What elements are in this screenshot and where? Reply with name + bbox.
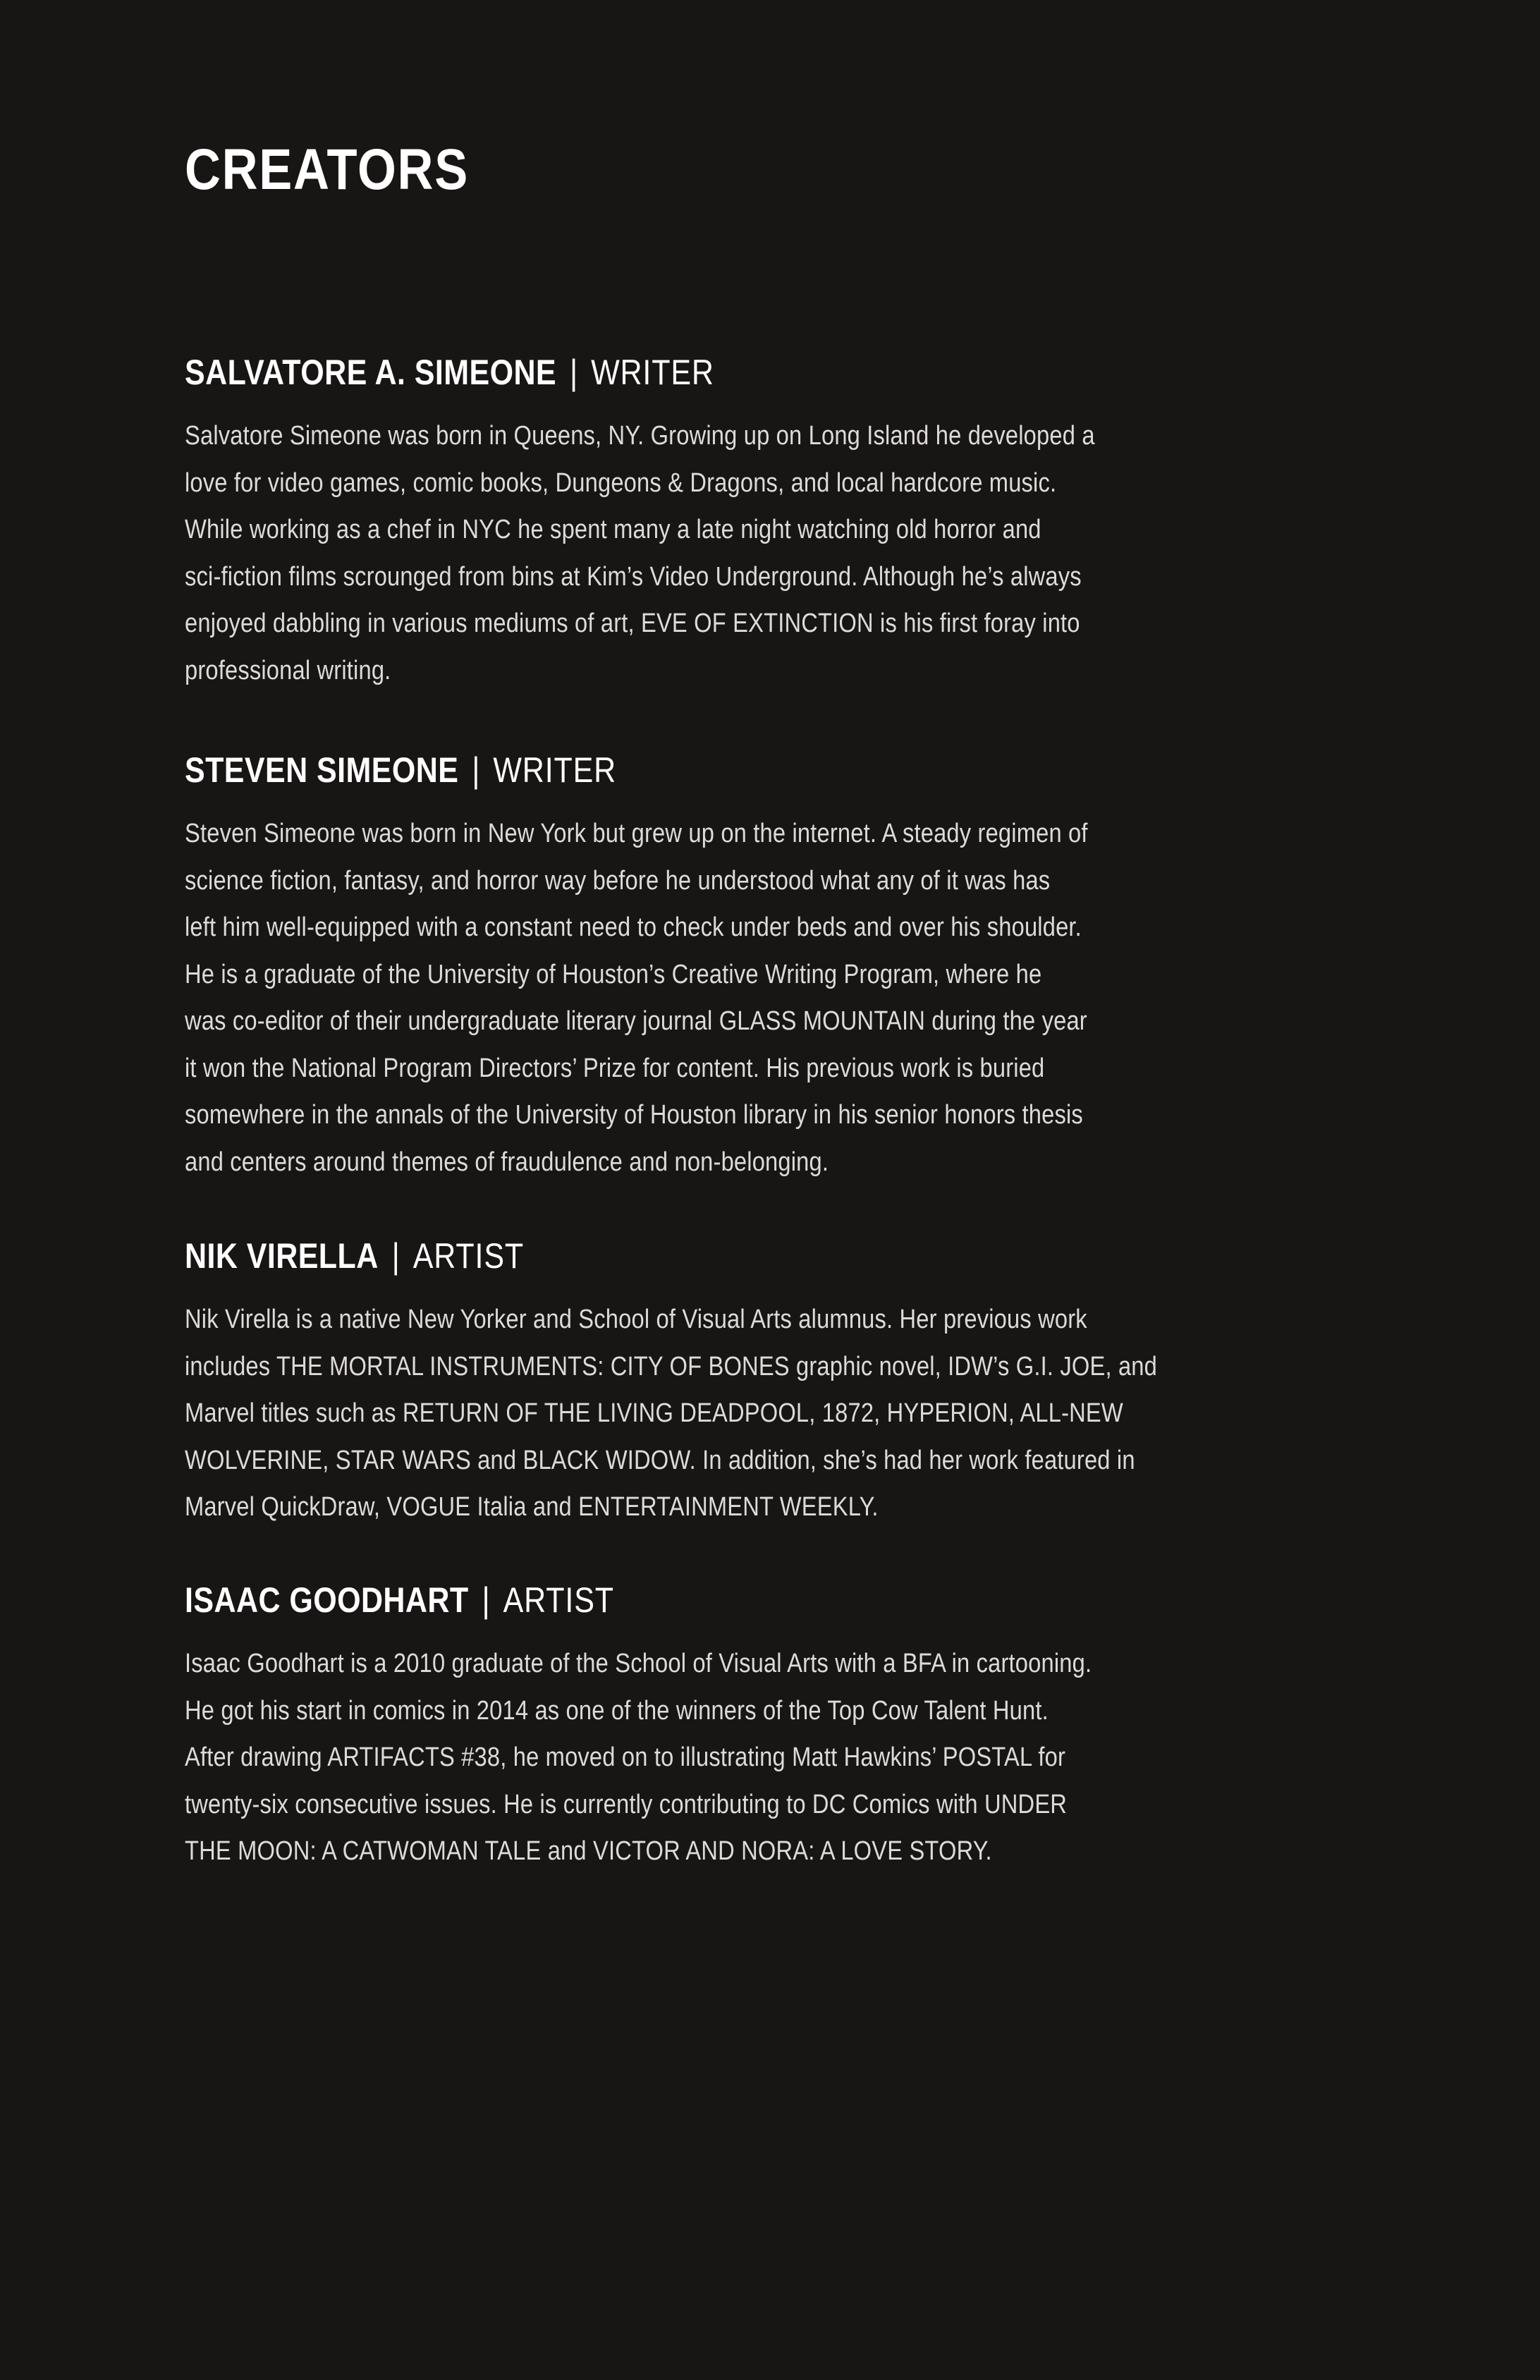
- creator-bio-steven-simeone: [185, 752, 1285, 1185]
- creator-name: STEVEN SIMEONE: [185, 750, 459, 790]
- bio-line: and centers around themes of fraudulence and non-belonging.: [185, 1147, 829, 1177]
- creator-heading: [185, 1582, 1131, 1618]
- creator-role: ARTIST: [412, 1236, 524, 1276]
- bio-line: Marvel QuickDraw, VOGUE Italia and ENTERTAINMENT WEEKLY.: [185, 1492, 879, 1522]
- separator: |: [472, 750, 480, 790]
- creator-bio-salvatore-simeone: [185, 355, 1285, 694]
- bio-line: He got his start in comics in 2014 as one of the winners of the Top Cow Talent Hunt.: [185, 1695, 1049, 1726]
- creator-name: SALVATORE A. SIMEONE: [185, 353, 557, 392]
- creator-bio-nik-virella: [185, 1238, 1285, 1531]
- bio-line: Marvel titles such as RETURN OF THE LIVING DEADPOOL, 1872, HYPERION, ALL-NEW: [185, 1398, 1123, 1428]
- bio-line: Steven Simeone was born in New York but grew up on the internet. A steady regimen of: [185, 819, 1088, 848]
- separator: |: [569, 353, 578, 392]
- bio-line: THE MOON: A CATWOMAN TALE and VICTOR AND NORA: A LOVE STORY.: [185, 1836, 992, 1866]
- bio-line: After drawing ARTIFACTS #38, he moved on to illustrating Matt Hawkins’ POSTAL for: [185, 1743, 1066, 1772]
- creator-role: WRITER: [591, 353, 714, 392]
- bio-line: Nik Virella is a native New Yorker and School of Visual Arts alumnus. Her previous work: [185, 1305, 1087, 1334]
- separator: |: [391, 1236, 400, 1276]
- bio-line: professional writing.: [185, 655, 391, 685]
- bio-line: includes THE MORTAL INSTRUMENTS: CITY OF BONES graphic novel, IDW’s G.I. JOE, and: [185, 1351, 1157, 1381]
- bio-line: enjoyed dabbling in various mediums of art, EVE OF EXTINCTION is his first foray into: [185, 609, 1080, 638]
- bio-line: He is a graduate of the University of Houston’s Creative Writing Program, where he: [185, 959, 1042, 989]
- bio-line: was co-editor of their undergraduate literary journal GLASS MOUNTAIN during the year: [185, 1006, 1087, 1036]
- page-title: CREATORS: [185, 138, 469, 202]
- bio-line: WOLVERINE, STAR WARS and BLACK WIDOW. In addition, she’s had her work featured in: [185, 1445, 1135, 1475]
- creator-bio-text: [185, 1296, 1252, 1531]
- bio-line: Isaac Goodhart is a 2010 graduate of the School of Visual Arts with a BFA in cartooning.: [185, 1649, 1092, 1678]
- creator-role: ARTIST: [503, 1580, 614, 1620]
- creator-role: WRITER: [493, 750, 617, 790]
- bio-line: science fiction, fantasy, and horror way before he understood what any of it was has: [185, 865, 1051, 896]
- creator-name: ISAAC GOODHART: [185, 1580, 469, 1620]
- bio-line: it won the National Program Directors’ Prize for content. His previous work is buried: [185, 1053, 1045, 1083]
- bio-line: love for video games, comic books, Dungeons & Dragons, and local hardcore music.: [185, 468, 1057, 498]
- bio-line: While working as a chef in NYC he spent many a late night watching old horror and: [185, 515, 1041, 544]
- bio-line: Salvatore Simeone was born in Queens, NY. Growing up on Long Island he developed a: [185, 421, 1095, 451]
- bio-line: twenty-six consecutive issues. He is currently contributing to DC Comics with UNDER: [185, 1789, 1068, 1819]
- creator-bio-text: [185, 1640, 1252, 1875]
- creator-heading: [185, 355, 1131, 390]
- separator: |: [482, 1580, 490, 1620]
- bio-line: sci-fiction films scrounged from bins at Kim’s Video Underground. Although he’s always: [185, 561, 1082, 592]
- creator-name: NIK VIRELLA: [185, 1236, 379, 1276]
- bio-line: somewhere in the annals of the University of Houston library in his senior honors thesis: [185, 1100, 1083, 1130]
- creator-bio-text: [185, 810, 1252, 1185]
- creator-bio-text: [185, 413, 1252, 694]
- bio-line: left him well-equipped with a constant need to check under beds and over his shoulder.: [185, 913, 1082, 942]
- creator-heading: [185, 1238, 1131, 1274]
- creator-heading: [185, 752, 1131, 788]
- creator-bio-isaac-goodhart: [185, 1582, 1285, 1875]
